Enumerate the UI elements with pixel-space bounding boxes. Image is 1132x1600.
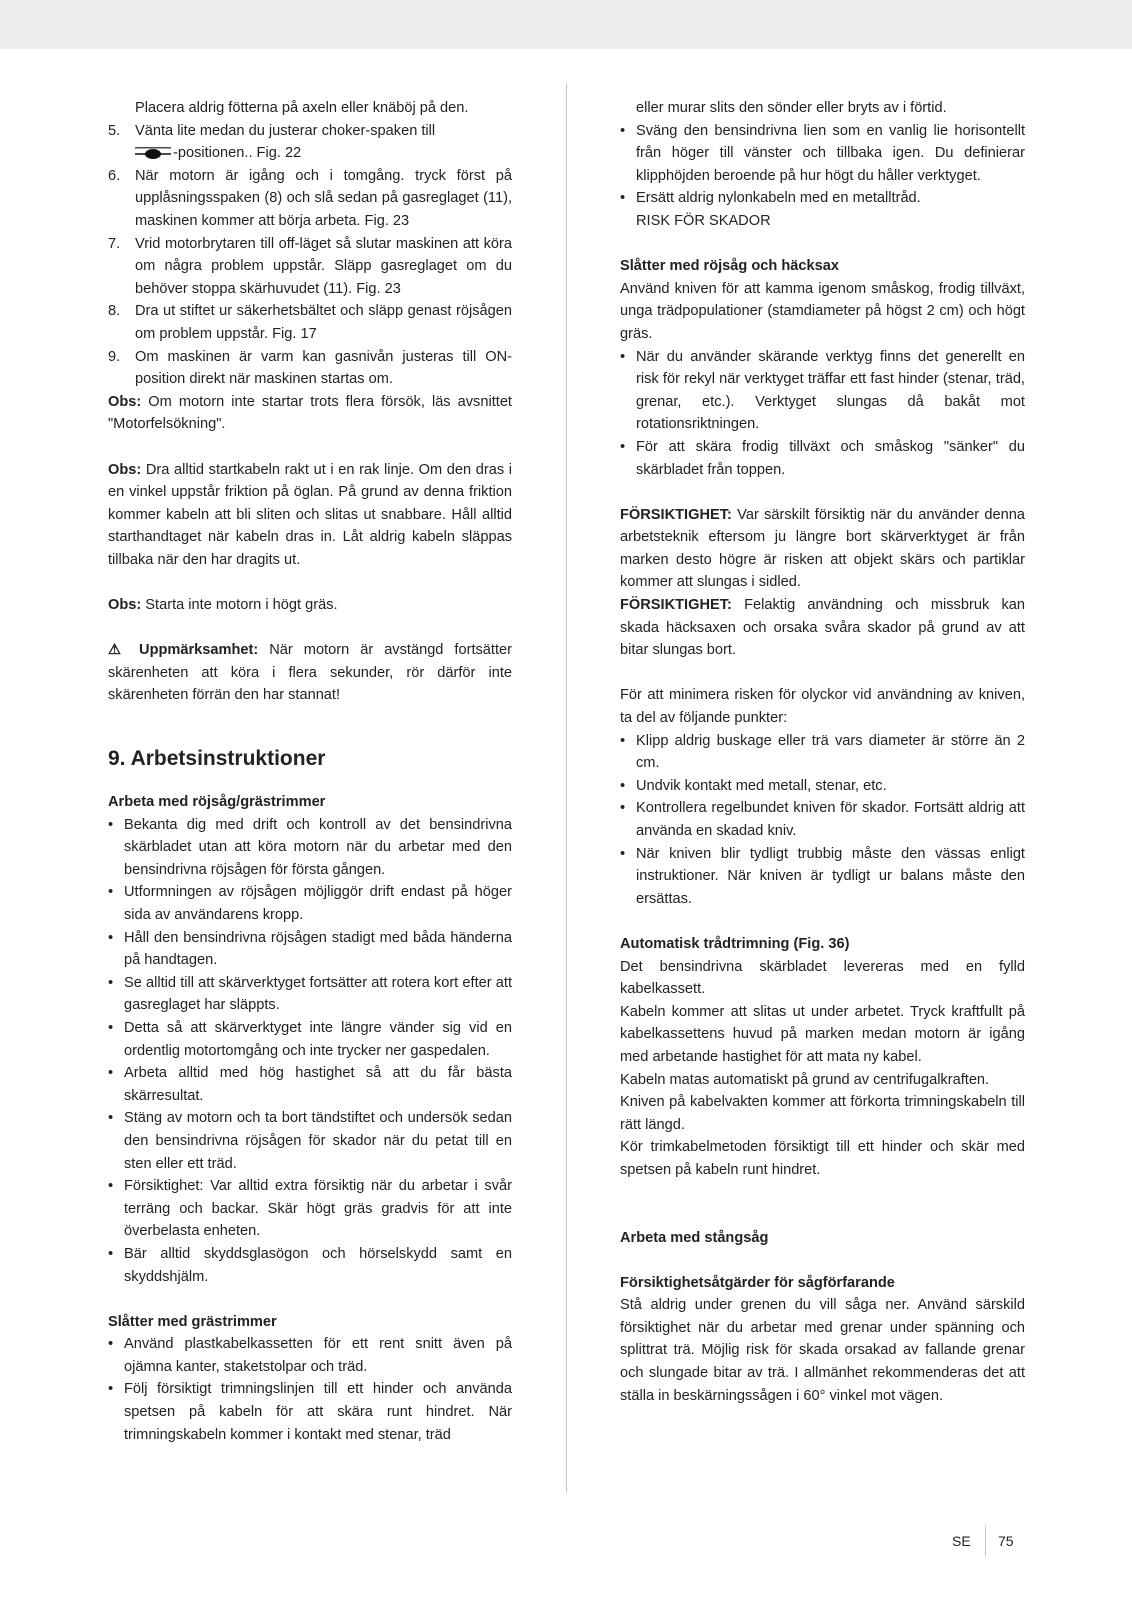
bullet-marker: •	[108, 1336, 114, 1353]
top-band	[0, 0, 1132, 49]
bullet-item: • Följ försiktigt trimningslinjen till ett hinder och använda spetsen på kabeln för att skära runt hindret. När trimningskabeln kommer i kontakt med stenar, träd	[108, 1378, 512, 1446]
bullet-item: • Använd plastkabelkassetten för ett rent snitt även på ojämna kanter, staketstolpar och träd.	[108, 1333, 512, 1378]
bullet-item: • Sväng den bensindrivna lien som en vanlig lie horisontellt från höger till vänster och tillbaka igen. Du definierar klipphöjden beroende på hur högt du håller verktyget.	[620, 120, 1025, 188]
bullet-item: • Försiktighet: Var alltid extra försiktig när du arbetar i svår terräng och backar. Skär högt gräs gradvis för att inte överbelasta enheten.	[108, 1175, 512, 1243]
left-column	[108, 97, 512, 1446]
note-2: Obs: Dra alltid startkabeln rakt ut i en rak linje. Om den dras i en vinkel uppstår friktion på öglan. På grund av denna friktion kommer kabeln att bli sliten och slitas ut snabbare. Håll alltid starthandtaget när kabeln dras in. Låt aldrig kabeln släppas tillbaka när den har dragits ut.	[108, 461, 512, 568]
bullet-item: • Kontrollera regelbundet kniven för skador. Fortsätt aldrig att använda en skadad kniv.	[620, 797, 1025, 842]
bullet-list-a	[620, 120, 1025, 210]
bullet-item: • Klipp aldrig buskage eller trä vars diameter är större än 2 cm.	[620, 730, 1025, 775]
subheading-pole-saw: Arbeta med stångsåg	[620, 1229, 769, 1246]
bullet-marker: •	[620, 845, 626, 862]
bullet-item: • Detta så att skärverktyget inte längre vänder sig vid en ordentlig motortomgång och inte trycker ner gaspedalen.	[108, 1017, 512, 1062]
bullet-item: • Stäng av motorn och ta bort tändstiftet och undersök sedan den bensindrivna röjsågen för skador när du petat till en sten eller ett träd.	[108, 1107, 512, 1175]
right-continuation: eller murar slits den sönder eller bryts av i förtid.	[636, 100, 947, 116]
bullet-item: • Arbeta alltid med hög hastighet så att du får bästa skärresultat.	[108, 1062, 512, 1107]
paragraph-minimize-risk: För att minimera risken för olyckor vid användning av kniven, ta del av följande punkter:	[620, 687, 1025, 727]
subheading-saw-precautions: Försiktighetsåtgärder för sågförfarande	[620, 1274, 895, 1291]
language-code: SE	[952, 1533, 971, 1549]
step-6: 6. När motorn är igång och i tomgång. tryck först på upplåsningsspaken (8) och slå sedan på gasreglaget (11), maskinen kommer att börja arbeta. Fig. 23	[108, 167, 512, 229]
bullet-item: • Håll den bensindrivna röjsågen stadigt med båda händerna på handtagen.	[108, 927, 512, 972]
bullet-marker: •	[620, 732, 626, 749]
bullet-marker: •	[620, 122, 626, 139]
page-number: 75	[998, 1533, 1014, 1549]
paragraph-auto-trim-5: Kör trimkabelmetoden försiktigt till ett hinder och skär med spetsen på kabeln runt hindret.	[620, 1139, 1025, 1178]
bullet-item: • Utformningen av röjsågen möjliggör drift endast på höger sida av användarens kropp.	[108, 881, 512, 926]
choke-symbol-icon	[135, 146, 171, 160]
caution-1: FÖRSIKTIGHET: Var särskilt försiktig när du använder denna arbetsteknik eftersom ju längre bort skärverktyget är från marken desto högre är risken att objekt skärs och partiklar kommer att slungas i sidled.	[620, 506, 1025, 591]
bullet-list-1	[108, 814, 512, 1288]
step-7: 7. Vrid motorbrytaren till off-läget så slutar maskinen att köra om några problem uppstår. Släpp gasreglaget om du behöver stoppa skärhuvudet (11). Fig. 23	[108, 235, 512, 297]
paragraph-auto-trim-1: Det bensindrivna skärbladet levereras med en fylld kabelkassett.	[620, 958, 1025, 998]
paragraph-knife-usage: Använd kniven för att kamma igenom småskog, frodig tillväxt, unga trädpopulationer (stamdiameter på högst 2 cm) och högt gräs.	[620, 280, 1025, 342]
note-3: Obs: Starta inte motorn i högt gräs.	[108, 597, 338, 614]
step-9: 9. Om maskinen är varm kan gasnivån justeras till ON-position direkt när maskinen startas om.	[108, 348, 512, 388]
bullet-marker: •	[108, 1381, 114, 1398]
bullet-list-3	[620, 346, 1025, 482]
bullet-marker: •	[620, 777, 626, 794]
intro-continuation: Placera aldrig fötterna på axeln eller knäböj på den.	[135, 100, 469, 116]
bullet-list-4	[620, 730, 1025, 911]
bullet-marker: •	[108, 1245, 114, 1262]
step-5: 5. Vänta lite medan du justerar choker-spaken till -positionen.. Fig. 22	[108, 122, 436, 162]
paragraph-auto-trim-2: Kabeln kommer att slitas ut under arbetet. Tryck kraftfullt på kabelkassettens huvud på marken medan motorn är igång med arbetande hastighet för att mata ny kabel.	[620, 1003, 1025, 1065]
paragraph-auto-trim-3: Kabeln matas automatiskt på grund av centrifugalkraften.	[620, 1071, 990, 1088]
bullet-marker: •	[108, 884, 114, 901]
section-title: 9. Arbetsinstruktioner	[108, 747, 326, 771]
caution-2: FÖRSIKTIGHET: Felaktig användning och missbruk kan skada häcksaxen och orsaka svåra skador på grund av att bitar slungas bort.	[620, 597, 1025, 659]
bullet-list-2	[108, 1333, 512, 1446]
subheading-brushcutter-hedge: Slåtter med röjsåg och häcksax	[620, 258, 839, 275]
bullet-marker: •	[108, 1019, 114, 1036]
bullet-marker: •	[620, 438, 626, 455]
paragraph-auto-trim-4: Kniven på kabelvakten kommer att förkorta trimningskabeln till rätt längd.	[620, 1094, 1025, 1133]
bullet-marker: •	[620, 190, 626, 207]
bullet-item: • Undvik kontakt med metall, stenar, etc.	[620, 775, 1025, 798]
subheading-auto-trim: Automatisk trådtrimning (Fig. 36)	[620, 935, 850, 952]
right-column	[620, 97, 1025, 1407]
bullet-marker: •	[108, 1065, 114, 1082]
bullet-item: • Bär alltid skyddsglasögon och hörselskydd samt en skyddshjälm.	[108, 1243, 512, 1288]
bullet-marker: •	[108, 929, 114, 946]
bullet-item: • När kniven blir tydligt trubbig måste den vässas enligt instruktioner. När kniven är tydligt ur balans måste den ersättas.	[620, 843, 1025, 911]
column-divider	[566, 83, 567, 1493]
risk-text: RISK FÖR SKADOR	[636, 212, 771, 229]
subheading-mowing-trimmer: Slåtter med grästrimmer	[108, 1313, 277, 1330]
bullet-marker: •	[620, 800, 626, 817]
bullet-item: • För att skära frodig tillväxt och småskog "sänker" du skärbladet från toppen.	[620, 436, 1025, 481]
bullet-marker: •	[108, 1178, 114, 1195]
note-1: Obs: Om motorn inte startar trots flera försök, läs avsnittet "Motorfelsökning".	[108, 393, 512, 433]
bullet-marker: •	[108, 1110, 114, 1127]
bullet-marker: •	[108, 816, 114, 833]
paragraph-saw-precautions: Stå aldrig under grenen du vill såga ner. Använd särskild försiktighet när du arbetar med grenar under spänning och splittrat trä. Möjlig risk för skada orsakad av fallande grenar och slungade bitar av trä. I allmänhet rekommenderas det att ställa in beskärningssågen i 60° vinkel mot vägen.	[620, 1297, 1025, 1404]
bullet-marker: •	[620, 348, 626, 365]
warning-note: ⚠ Uppmärksamhet: När motorn är avstängd fortsätter skärenheten att köra i flera sekunder, rör därför inte skärenheten förrän den har stannat!	[108, 642, 513, 704]
step-8: 8. Dra ut stiftet ur säkerhetsbältet och släpp genast röjsågen om problem uppstår. Fig. 17	[108, 303, 512, 342]
bullet-item: • När du använder skärande verktyg finns det generellt en risk för rekyl när verktyget träffar ett fast hinder (stenar, träd, grenar, etc.). Verktyget slungas då bakåt mot rotationsriktningen.	[620, 346, 1025, 436]
bullet-item: • Ersätt aldrig nylonkabeln med en metalltråd.	[620, 187, 1025, 210]
bullet-marker: •	[108, 974, 114, 991]
bullet-item: • Bekanta dig med drift och kontroll av det bensindrivna skärbladet utan att köra motorn när du arbetar med den bensindrivna röjsågen för första gången.	[108, 814, 512, 882]
subheading-work-trimmer: Arbeta med röjsåg/grästrimmer	[108, 794, 326, 811]
bullet-item: • Se alltid till att skärverktyget fortsätter att rotera kort efter att gasreglaget har släppts.	[108, 972, 512, 1017]
